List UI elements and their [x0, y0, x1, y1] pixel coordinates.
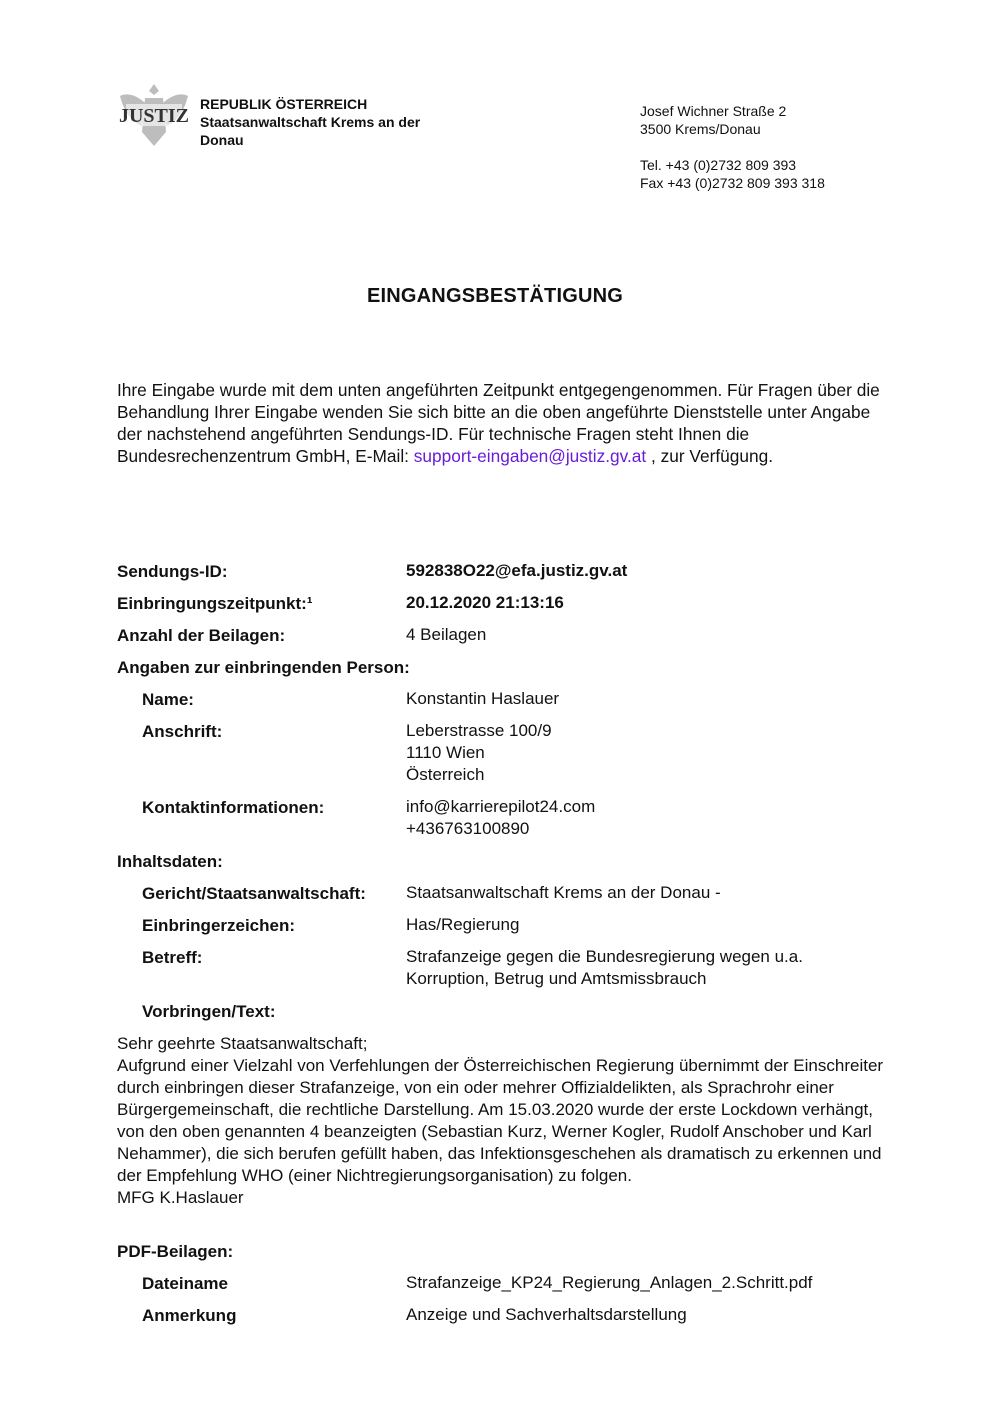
- zeitpunkt-label: Einbringungszeitpunkt:¹: [117, 594, 313, 613]
- anschrift-value: [406, 720, 552, 786]
- name-label: Name:: [142, 690, 194, 709]
- attachments-heading: PDF-Beilagen:: [117, 1242, 234, 1261]
- zeitpunkt-value: 20.12.2020 21:13:16: [406, 593, 564, 612]
- gericht-value: Staatsanwaltschaft Krems an der Donau -: [406, 883, 721, 902]
- phone-number: Tel. +43 (0)2732 809 393: [640, 157, 797, 173]
- org-line-2: Staatsanwaltschaft Krems an der Donau: [200, 114, 421, 148]
- sendungs-id-label: Sendungs-ID:: [117, 562, 228, 581]
- zeichen-value: Has/Regierung: [406, 915, 520, 934]
- sendungs-id-value: 592838O22@efa.justiz.gv.at: [406, 561, 628, 580]
- kontakt-value: [406, 796, 595, 840]
- betreff-label: Betreff:: [142, 948, 203, 967]
- anschrift-label: Anschrift:: [142, 722, 223, 741]
- vorbringen-label: Vorbringen/Text:: [142, 1002, 276, 1021]
- inhalt-heading: Inhaltsdaten:: [117, 852, 223, 871]
- betreff-value: [406, 946, 803, 990]
- dateiname-value: Strafanzeige_KP24_Regierung_Anlagen_2.Schritt.pdf: [406, 1273, 813, 1292]
- zeichen-label: Einbringerzeichen:: [142, 916, 296, 935]
- body-paragraph: Aufgrund einer Vielzahl von Verfehlungen der Österreichischen Regierung übernimmt der Einschreiter durch einbringen dieser Strafanzeige, von ein oder mehrer Offizialdelikten, als Sprachrohr einer Bürgergemeinschaft, die rechtliche Darstellung. Am 15.03.2020 wurde der erste Lockdown verhängt, von den oben genannten 4 beanzeigten (Sebastian Kurz, Werner Kogler, Rudolf Anschober und Karl Nehammer), die sich berufen gefüllt haben, das Infektionsgeschehen als dramatisch zu erkennen und der Empfehlung WHO (einer Nichtregierungsorganisation) zu folgen.: [117, 1056, 884, 1185]
- intro-text: Ihre Eingabe wurde mit dem unten angeführten Zeitpunkt entgegengenommen. Für Fragen über die Behandlung Ihrer Eingabe wenden Sie sich bitte an die oben angeführte Dienststelle unter Angabe der nachstehend angeführten Sendungs-ID. Für technische Fragen steht Ihnen die Bundesrechenzentrum GmbH, E-Mail:: [117, 380, 880, 466]
- anschrift-street: Leberstrasse 100/9: [406, 721, 552, 740]
- anmerkung-value: Anzeige und Sachverhaltsdarstellung: [406, 1305, 687, 1324]
- justiz-eagle-logo: [118, 82, 190, 148]
- logo-text: JUSTIZ: [118, 105, 190, 127]
- body-closing: MFG K.Haslauer: [117, 1188, 244, 1207]
- anmerkung-label: Anmerkung: [142, 1306, 237, 1325]
- support-email-link[interactable]: support-eingaben@justiz.gv.at: [413, 446, 647, 466]
- betreff-line-2: Korruption, Betrug und Amtsmissbrauch: [406, 969, 707, 988]
- person-heading: Angaben zur einbringenden Person:: [117, 658, 410, 677]
- kontakt-email: info@karrierepilot24.com: [406, 797, 596, 816]
- beilagen-label: Anzahl der Beilagen:: [117, 626, 286, 645]
- org-line-1: REPUBLIK ÖSTERREICH: [200, 96, 368, 112]
- address-city: 3500 Krems/Donau: [640, 121, 761, 137]
- anschrift-city: 1110 Wien: [406, 743, 485, 762]
- name-value: Konstantin Haslauer: [406, 689, 560, 708]
- address-street: Josef Wichner Straße 2: [640, 103, 787, 119]
- kontakt-phone: +436763100890: [406, 819, 530, 838]
- dateiname-label: Dateiname: [142, 1274, 228, 1293]
- intro-paragraph: [117, 379, 887, 467]
- betreff-line-1: Strafanzeige gegen die Bundesregierung wegen u.a.: [406, 947, 803, 966]
- kontakt-label: Kontaktinformationen:: [142, 798, 325, 817]
- authority-address: [640, 102, 825, 192]
- anschrift-country: Österreich: [406, 765, 485, 784]
- beilagen-value: 4 Beilagen: [406, 625, 487, 644]
- issuing-authority: [200, 95, 450, 149]
- fax-number: Fax +43 (0)2732 809 393 318: [640, 175, 825, 191]
- submission-text: [117, 1033, 887, 1209]
- gericht-label: Gericht/Staatsanwaltschaft:: [142, 884, 366, 903]
- body-greeting: Sehr geehrte Staatsanwaltschaft;: [117, 1034, 368, 1053]
- document-title: EINGANGSBESTÄTIGUNG: [366, 285, 624, 307]
- intro-text-end: , zur Verfügung.: [646, 446, 774, 466]
